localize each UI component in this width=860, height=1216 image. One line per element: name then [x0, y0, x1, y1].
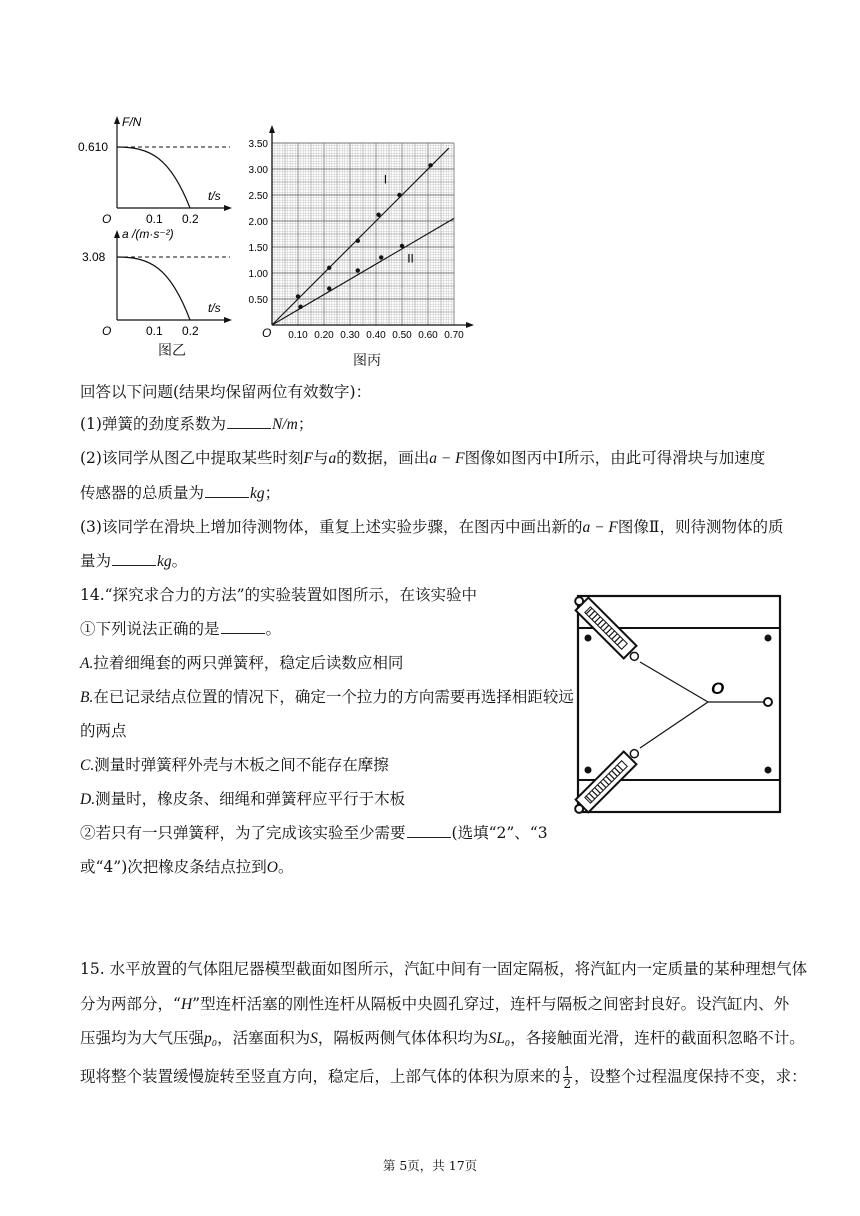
data-point — [356, 239, 360, 243]
knot-label-O: O — [711, 679, 725, 698]
answer-blank[interactable] — [407, 823, 451, 838]
option-text: 测量时，橡皮条、细绳和弹簧秤应平行于木板 — [95, 790, 406, 808]
data-point — [298, 305, 302, 309]
answer-blank[interactable] — [112, 551, 156, 566]
option-text: 拉着细绳套的两只弹簧秤，稳定后读数应相同 — [93, 654, 404, 672]
var-S: S — [310, 1030, 318, 1047]
q13-intro: 回答以下问题(结果均保留两位有效数字)： — [80, 383, 372, 401]
text: 分为两部分，“ — [80, 995, 181, 1013]
text: 或“4”)次把橡皮条结点拉到 — [80, 858, 267, 876]
y-tick-label: 3.50 — [248, 139, 268, 150]
q14-sub2 — [80, 822, 548, 844]
series-label-I: I — [383, 172, 388, 187]
q14-option-b — [80, 686, 574, 709]
text: (选填“2”、“3 — [451, 824, 548, 842]
force-table-diagram — [568, 588, 786, 820]
expr-a-F: a − F — [582, 519, 618, 536]
data-point — [356, 268, 360, 272]
caption-bing: 图丙 — [353, 353, 381, 369]
var-a: a — [328, 450, 337, 467]
var-O: O — [266, 859, 278, 876]
page-footer: 第 5页，共 17页 — [382, 1158, 478, 1173]
answer-blank[interactable] — [221, 619, 265, 634]
caption-yi: 图乙 — [158, 343, 186, 359]
q15-line3 — [80, 1027, 805, 1050]
q15-line2 — [80, 993, 789, 1016]
data-point — [400, 244, 404, 248]
x-tick-label: 0.30 — [340, 330, 360, 340]
punct: 。 — [265, 620, 282, 638]
text: ”型连杆活塞的刚性连杆从隔板中央圆孔穿过，连杆与隔板之间密封良好。设汽缸内、外 — [192, 995, 790, 1013]
pin — [765, 767, 772, 774]
option-text: 测量时弹簧秤外壳与木板之间不能存在摩擦 — [94, 756, 389, 774]
y-tick-label: 0.50 — [248, 295, 268, 306]
x-tick-label: 0.40 — [366, 330, 386, 340]
q13-part2-line2 — [80, 482, 280, 505]
data-point — [428, 163, 432, 167]
x-axis-arrow — [466, 322, 474, 328]
y-tick-label: 3.00 — [248, 165, 268, 176]
text: ②若只有一只弹簧秤，为了完成该实验至少需要 — [80, 824, 406, 842]
y-axis-arrow — [269, 125, 275, 133]
data-point — [327, 286, 331, 290]
punct: ； — [264, 484, 281, 502]
var-SL0: SL₀ — [488, 1030, 511, 1047]
text: ，活塞面积为 — [217, 1029, 311, 1047]
option-letter: B. — [80, 689, 94, 706]
var-H: H — [180, 996, 193, 1013]
data-point — [379, 255, 383, 259]
text: 与 — [312, 449, 329, 467]
q14-option-d — [80, 788, 405, 811]
text: ，设整个过程温度保持不变，求： — [574, 1067, 807, 1086]
numerator: 1 — [563, 1064, 572, 1078]
pin — [585, 635, 592, 642]
y-tick-label: 2.00 — [248, 217, 268, 228]
q13-p2-text: (2)该同学从图乙中提取某些时刻 — [80, 449, 304, 467]
q13-part1 — [80, 413, 313, 436]
data-point — [296, 294, 300, 298]
option-letter: D. — [80, 791, 96, 808]
text: ①下列说法正确的是 — [80, 620, 220, 638]
pin — [765, 635, 772, 642]
y-tick-label: 1.50 — [248, 243, 268, 254]
fraction-one-half — [563, 1065, 573, 1090]
text: 现将整个装置缓慢旋转至竖直方向，稳定后，上部气体的体积为原来的 — [80, 1067, 561, 1086]
y-value-F: 0.610 — [78, 140, 109, 154]
unit: kg — [250, 485, 265, 502]
xlabel-t: t/s — [208, 189, 221, 203]
y-tick-label: 1.00 — [248, 269, 268, 280]
tick-0.1: 0.1 — [146, 212, 163, 226]
text: 图像Ⅱ，则待测物体的质 — [617, 518, 784, 536]
text: 压强均为大气压强 — [80, 1029, 205, 1047]
q13-part3-line2 — [80, 550, 187, 573]
x-tick-label: 0.10 — [288, 330, 308, 340]
q13-part2 — [80, 447, 765, 470]
denominator: 2 — [563, 1077, 572, 1091]
text: ，各接触面光滑，连杆的截面积忽略不计。 — [510, 1029, 805, 1047]
q15-line1: 15. 水平放置的气体阻尼器模型截面如图所示，汽缸中间有一固定隔板，将汽缸内一定质量的某种理想气体 — [80, 960, 808, 978]
q15-line4 — [80, 1065, 807, 1090]
xlabel-t: t/s — [208, 301, 221, 315]
expr-a-F: a − F — [429, 450, 465, 467]
punct: ； — [297, 415, 314, 433]
var-F: F — [303, 450, 313, 467]
graph-a-t — [82, 227, 232, 338]
ylabel-a: a /(m·s⁻²) — [122, 227, 174, 241]
graph-F-t — [78, 115, 232, 226]
figure-bing-chart — [240, 125, 490, 340]
answer-blank[interactable] — [205, 483, 249, 498]
q14-stem: 14.“探究求合力的方法”的实验装置如图所示，在该实验中 — [80, 586, 478, 604]
origin-label: O — [102, 212, 112, 226]
text: 量为 — [80, 552, 112, 570]
unit: N/m — [271, 416, 298, 433]
text: (3)该同学在滑块上增加待测物体，重复上述实验步骤，在图丙中画出新的 — [80, 518, 583, 536]
figure-yi — [70, 112, 240, 357]
q14-option-c — [80, 754, 389, 777]
option-letter: C. — [80, 757, 95, 774]
x-tick-label: 0.20 — [314, 330, 334, 340]
tick-0.1: 0.1 — [146, 324, 163, 338]
data-point — [397, 193, 401, 197]
option-text: 在已记录结点位置的情况下，确定一个拉力的方向需要再选择相距较远 — [93, 688, 574, 706]
pin — [585, 767, 592, 774]
data-point — [376, 213, 380, 217]
ylabel-F: F/N — [122, 115, 142, 129]
x-tick-label: 0.70 — [444, 330, 464, 340]
origin-label: O — [262, 326, 272, 340]
pin — [764, 698, 772, 706]
tick-0.2: 0.2 — [182, 324, 199, 338]
answer-blank[interactable] — [227, 414, 271, 429]
x-tick-label: 0.50 — [392, 330, 412, 340]
tick-0.2: 0.2 — [182, 212, 199, 226]
text: 的数据，画出 — [336, 449, 430, 467]
q14-sub2-line2 — [80, 856, 293, 879]
data-point — [327, 266, 331, 270]
var-p0: p₀ — [204, 1030, 218, 1047]
q14-option-a — [80, 652, 403, 675]
punct: 。 — [171, 552, 188, 570]
y-value-a: 3.08 — [82, 250, 106, 264]
y-tick-label: 2.50 — [248, 191, 268, 202]
origin-label: O — [102, 324, 112, 338]
q13-p1-text: (1)弹簧的劲度系数为 — [80, 415, 226, 433]
q14-sub1 — [80, 618, 281, 640]
series-label-II: II — [407, 251, 414, 266]
unit: kg — [157, 553, 172, 570]
text: 图像如图丙中Ⅰ所示，由此可得滑块与加速度 — [464, 449, 766, 467]
q13-part3 — [80, 516, 783, 539]
text: ，隔板两侧气体体积均为 — [317, 1029, 489, 1047]
x-tick-label: 0.60 — [418, 330, 438, 340]
q14-option-b-cont: 的两点 — [80, 722, 127, 740]
punct: 。 — [277, 858, 294, 876]
text: 传感器的总质量为 — [80, 484, 205, 502]
option-letter: A. — [80, 655, 94, 672]
